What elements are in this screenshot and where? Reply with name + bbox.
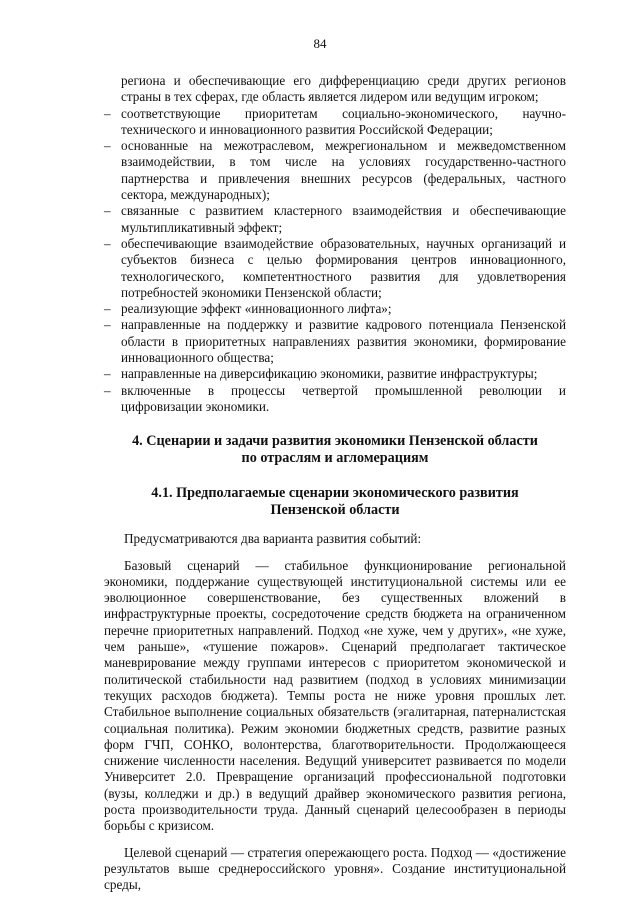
- section-heading-line: 4. Сценарии и задачи развития экономики Пензенской области: [132, 433, 538, 450]
- list-item: [104, 236, 566, 301]
- list-item-text: направленные на диверсификацию экономики, развитие инфраструктуры;: [121, 366, 538, 382]
- list-item: [104, 106, 566, 139]
- subsection-heading: [104, 485, 566, 519]
- target-scenario-paragraph: Целевой сценарий — стратегия опережающего роста. Подход — «достижение результатов выше среднероссийского уровня». Создание институциональной среды,: [104, 844, 566, 893]
- dash-marker: –: [104, 203, 111, 219]
- dash-marker: –: [104, 301, 111, 317]
- subsection-heading-line: 4.1. Предполагаемые сценарии экономического развития: [151, 485, 519, 502]
- subsection-heading-line: Пензенской области: [270, 502, 400, 519]
- section-heading-line: по отраслям и агломерациям: [241, 450, 429, 467]
- page-content: [104, 73, 566, 893]
- list-item: [104, 301, 566, 317]
- list-item: [104, 317, 566, 366]
- dash-marker: –: [104, 105, 111, 121]
- list-item: [104, 203, 566, 236]
- dash-marker: –: [104, 366, 111, 382]
- intro-paragraph: Предусматриваются два варианта развития событий:: [124, 531, 422, 547]
- base-scenario-paragraph: Базовый сценарий — стабильное функционирование региональной экономики, поддержание существующей институциональной системы или ее эволюционное совершенствование, без существенных вложений в инфраструктурные проекты, сосредоточение средств бюджета на ограниченном перечне приоритетных направлений. Подход «не хуже, чем у других», «не хуже, чем раньше», «тушение пожаров». Сценарий предполагает тактическое маневрирование между группами интересов с приоритетом экономической и политической стабильности над развитием (подход в условиях минимизации текущих расходов бюджета). Темпы роста не ниже уровня прошлых лет. Стабильное выполнение социальных обязательств (эгалитарная, патерналистская социальная политика). Режим экономии бюджетных средств, развитие разных форм ГЧП, СОНКО, волонтерства, благотворительности. Продолжающееся снижение численности населения. Ведущий университет развивается по модели Университет 2.0. Превращение организаций профессиональной подготовки (вузы, колледжи и др.) в ведущий драйвер экономического развития региона, роста производительности труда. Данный сценарий целесообразен в периоды борьбы с кризисом.: [104, 557, 566, 834]
- list-item-text: включенные в процессы четвертой промышленной революции и цифровизации экономики.: [121, 382, 566, 414]
- list-item-text: реализующие эффект «инновационного лифта»;: [121, 301, 392, 317]
- list-item-text: основанные на межотраслевом, межрегиональном и межведомственном взаимодействии, в том числе на условиях государственно-частного партнерства и привлечения внешних ресурсов (федеральных, частного сектора, международных);: [121, 138, 566, 203]
- list-item: [104, 138, 566, 203]
- list-item-text: обеспечивающие взаимодействие образовательных, научных организаций и субъектов бизнеса с целью формирования центров инновационного, технологического, компетентностного развития для удовлетворения потребностей экономики Пензенской области;: [121, 235, 566, 300]
- list-item-text: направленные на поддержку и развитие кадрового потенциала Пензенской области в приоритетных направлениях развития экономики, формирование инновационного общества;: [121, 317, 566, 366]
- criteria-list: [104, 106, 566, 416]
- list-item-text: соответствующие приоритетам социально-экономического, научно-технического и инновационного развития Российской Федерации;: [121, 105, 566, 137]
- page-number: 84: [313, 36, 327, 51]
- section-heading: [104, 433, 566, 467]
- dash-marker: –: [104, 235, 111, 251]
- list-item-text: связанные с развитием кластерного взаимодействия и обеспечивающие мультипликативный эффект;: [121, 203, 566, 235]
- dash-marker: –: [104, 382, 111, 398]
- list-continuation: региона и обеспечивающие его дифференциацию среди других регионов страны в тех сферах, где область является лидером или ведущим игроком;: [121, 73, 566, 105]
- dash-marker: –: [104, 317, 111, 333]
- dash-marker: –: [104, 138, 111, 154]
- list-item: [104, 383, 566, 416]
- list-item: [104, 366, 566, 382]
